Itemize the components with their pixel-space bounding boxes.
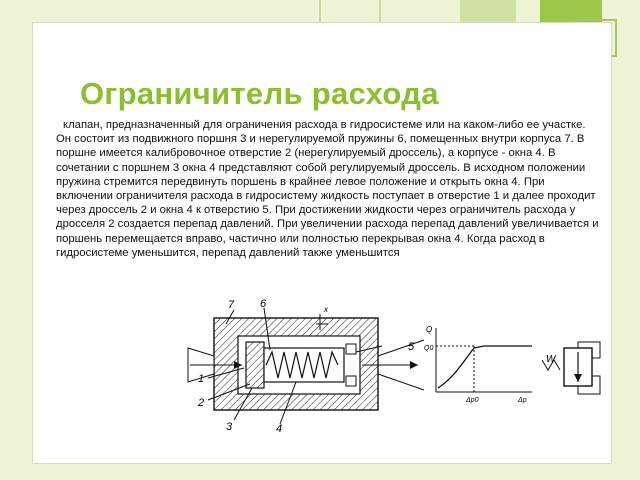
plot-x-tick: Δp0 <box>466 397 479 404</box>
label-3: 3 <box>226 421 233 433</box>
body-paragraph: клапан, предназначенный для ограничения расхода в гидросистеме или на каком-либо ее участке. Он состоит из подвижного поршня 3 и нерегулируемой пружины 6, помещенных внутри корпуса 7. В поршне имеется калибровочное отверстие 2 (нерегулируемый дроссель), а корпусе - окна 4. В сочетании с поршнем 3 окна 4 представляют собой регулируемый дроссель. В исходном положении пружина стремится передвинуть поршень в крайнее левое положение и открыть окна 4. При включении ограничителя расхода в гидросистему жидкость поступает в отверстие 1 и далее проходит через дроссель 2 и окна 4 к отверстию 5. При достижении жидкости через ограничитель расхода у дросселя 2 создается перепад давлений. При увеличении расхода перепад давлений увеличивается и поршень перемещается вправо, частично или полностью перекрывая окна 4. Когда расход в гидросистеме уменьшится, перепад давлений также уменьшится <box>56 119 599 259</box>
label-1: 1 <box>198 373 205 385</box>
slide-title: Ограничитель расхода <box>80 76 439 111</box>
label-6: 6 <box>260 298 267 310</box>
label-x: x <box>324 305 328 314</box>
label-2: 2 <box>198 397 205 409</box>
plot-y-label: Q <box>426 325 433 334</box>
flow-characteristic-plot <box>424 322 536 404</box>
plot-y-tick: Q0 <box>424 345 434 352</box>
label-5: 5 <box>408 341 415 353</box>
flow-limiter-symbol <box>538 338 608 398</box>
symbol-w-label: W <box>546 354 556 365</box>
slide-body-text <box>56 118 600 260</box>
label-7: 7 <box>228 299 235 311</box>
flow-limiter-diagram <box>186 296 426 446</box>
label-4: 4 <box>276 423 283 435</box>
plot-x-label: Δp <box>518 397 527 404</box>
